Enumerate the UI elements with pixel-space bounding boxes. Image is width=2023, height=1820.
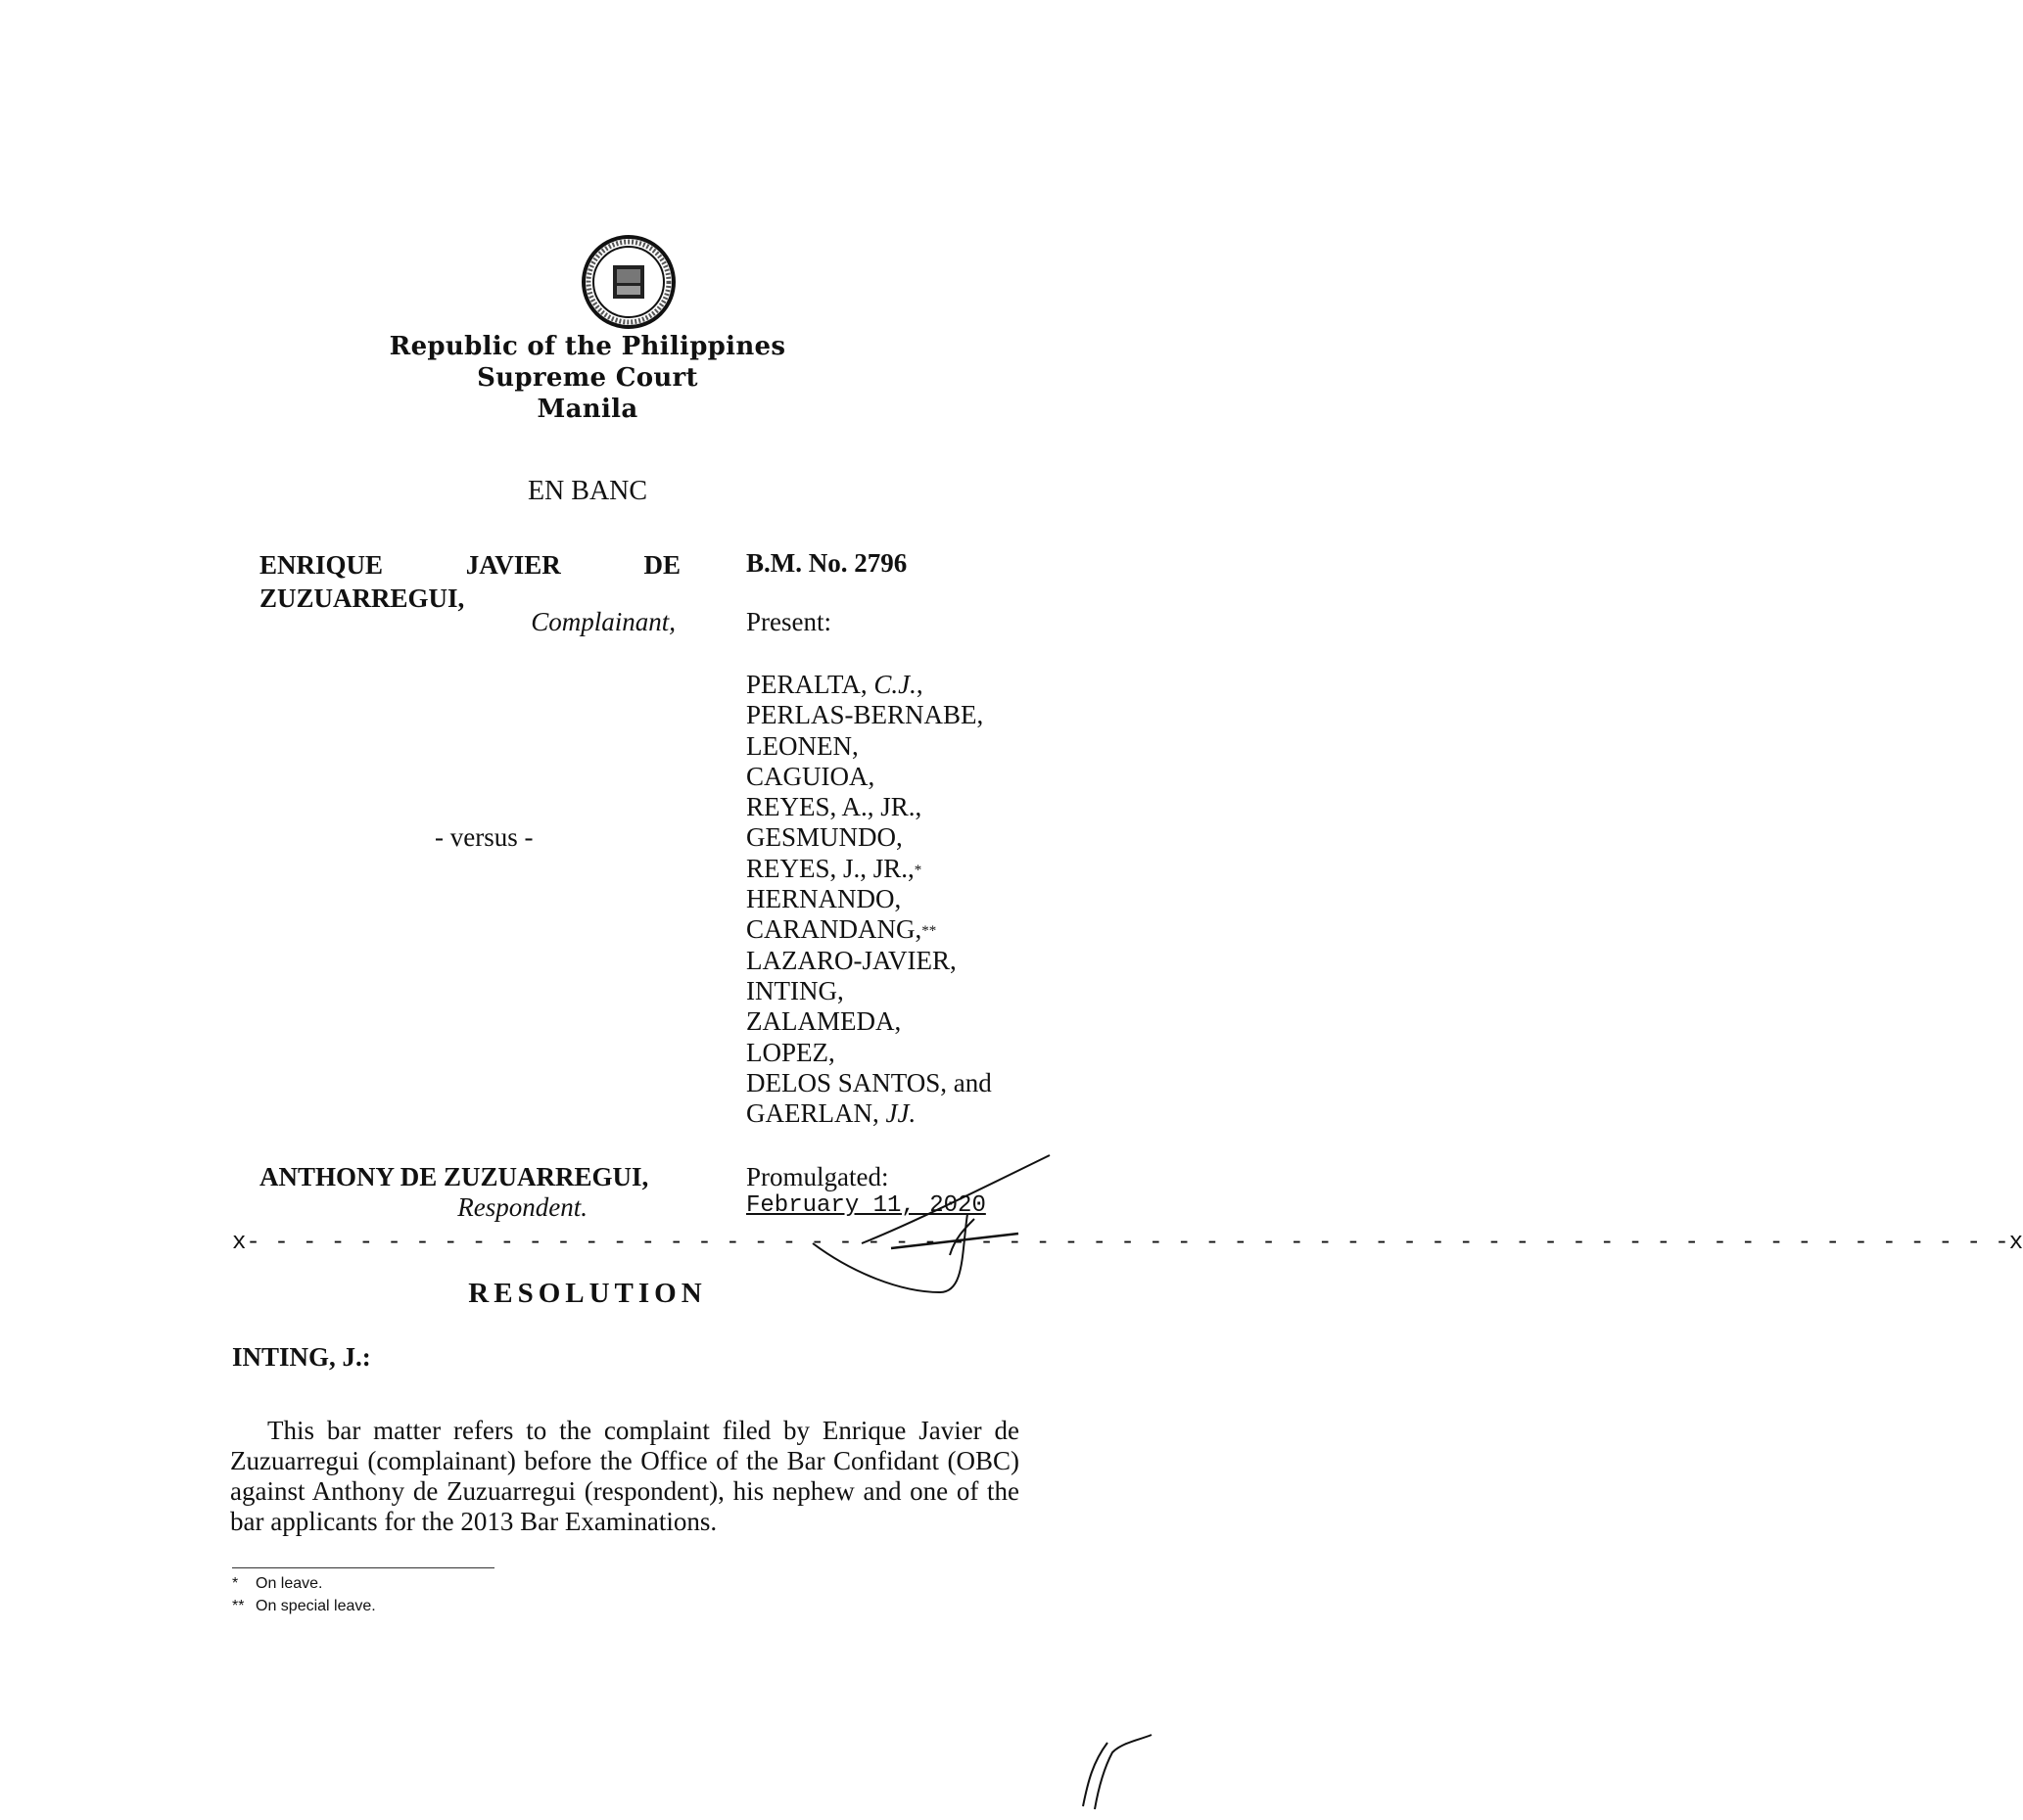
footnote-mark: ** — [232, 1598, 245, 1614]
justice-name — [746, 731, 1157, 762]
justice-name-text: INTING, — [746, 975, 844, 1005]
justice-name-text: DELOS SANTOS, and — [746, 1067, 992, 1097]
promulgation-date: February 11, 2020 — [746, 1192, 986, 1219]
justice-name-text: GAERLAN, — [746, 1098, 886, 1129]
justices-list — [746, 670, 1157, 1129]
footnote-reference: * — [914, 862, 922, 878]
justice-name — [746, 822, 1157, 853]
justice-name-text: REYES, J., JR., — [746, 853, 915, 883]
justice-name-text: CARANDANG, — [746, 914, 922, 945]
justice-name-text: LOPEZ, — [746, 1037, 835, 1067]
justice-name-text: CAGUIOA, — [746, 761, 875, 791]
resolution-title: RESOLUTION — [468, 1278, 707, 1309]
justice-punctuation: , — [916, 670, 923, 699]
justice-name — [746, 1006, 1157, 1037]
justice-name-text: LEONEN, — [746, 730, 859, 761]
complainant-name-word: ENRIQUE — [259, 550, 384, 580]
supreme-court-seal-icon — [580, 233, 678, 331]
justice-name — [746, 976, 1157, 1006]
footnote-rule — [232, 1567, 494, 1568]
footnote-mark: * — [232, 1575, 239, 1592]
justice-name-text: GESMUNDO, — [746, 822, 903, 853]
justice-name-text: ZALAMEDA, — [746, 1006, 902, 1037]
justice-name — [746, 914, 1157, 945]
justice-name — [746, 946, 1157, 976]
justice-name — [746, 1068, 1157, 1098]
header-republic: Republic of the Philippines — [389, 332, 786, 361]
promulgated-label: Promulgated: — [746, 1162, 889, 1191]
initials-icon — [1063, 1723, 1161, 1811]
justice-name-text: REYES, A., JR., — [746, 792, 922, 822]
justice-title: JJ. — [885, 1098, 917, 1129]
footnote-text: On leave. — [256, 1575, 323, 1592]
justice-name-text: PERALTA, — [746, 670, 874, 699]
complainant-name — [259, 548, 681, 615]
footnote — [232, 1598, 376, 1615]
complainant-name-word: JAVIER — [465, 550, 561, 580]
case-number: B.M. No. 2796 — [746, 548, 908, 578]
versus-label: - versus - — [435, 822, 534, 852]
justice-name — [746, 670, 1157, 700]
justice-name-text: PERLAS-BERNABE, — [746, 700, 984, 730]
header-supreme-court: Supreme Court — [477, 363, 698, 393]
justice-title: C.J. — [873, 670, 917, 699]
complainant-role: Complainant, — [531, 607, 676, 636]
body-paragraph: This bar matter refers to the complaint filed by Enrique Javier de Zuzuarregui (complainant) before the Office of the Bar Confidant (OBC) against Anthony de Zuzuarregui (respondent), his nephew and one of the bar applicants for the 2013 Bar Examinations. — [230, 1416, 1019, 1536]
footnote-text: On special leave. — [256, 1598, 376, 1614]
justice-name-text: HERNANDO, — [746, 884, 902, 914]
respondent-name: ANTHONY DE ZUZUARREGUI, — [259, 1162, 649, 1191]
separator-line: x- - - - - - - - - - - - - - - - - - - - - - - - - - - - - - - - - - - - - - - - - - - - - - - - - - - - - - - - - - - - - - -x — [232, 1230, 2023, 1256]
justice-name — [746, 854, 1157, 884]
respondent-role: Respondent. — [457, 1192, 588, 1222]
justice-name — [746, 700, 1157, 730]
footnote — [232, 1575, 322, 1593]
header-manila: Manila — [537, 395, 638, 424]
justice-name — [746, 1038, 1157, 1068]
complainant-name-line2: ZUZUARREGUI, — [259, 583, 465, 613]
justice-name — [746, 884, 1157, 914]
justice-name — [746, 792, 1157, 822]
division-label: EN BANC — [527, 476, 648, 506]
present-label: Present: — [746, 607, 831, 636]
footnote-reference: ** — [921, 923, 937, 940]
complainant-name-word: DE — [643, 550, 681, 580]
justice-name — [746, 762, 1157, 792]
justice-name-text: LAZARO-JAVIER, — [746, 945, 957, 975]
ponente: INTING, J.: — [232, 1342, 371, 1372]
justice-name — [746, 1098, 1157, 1129]
